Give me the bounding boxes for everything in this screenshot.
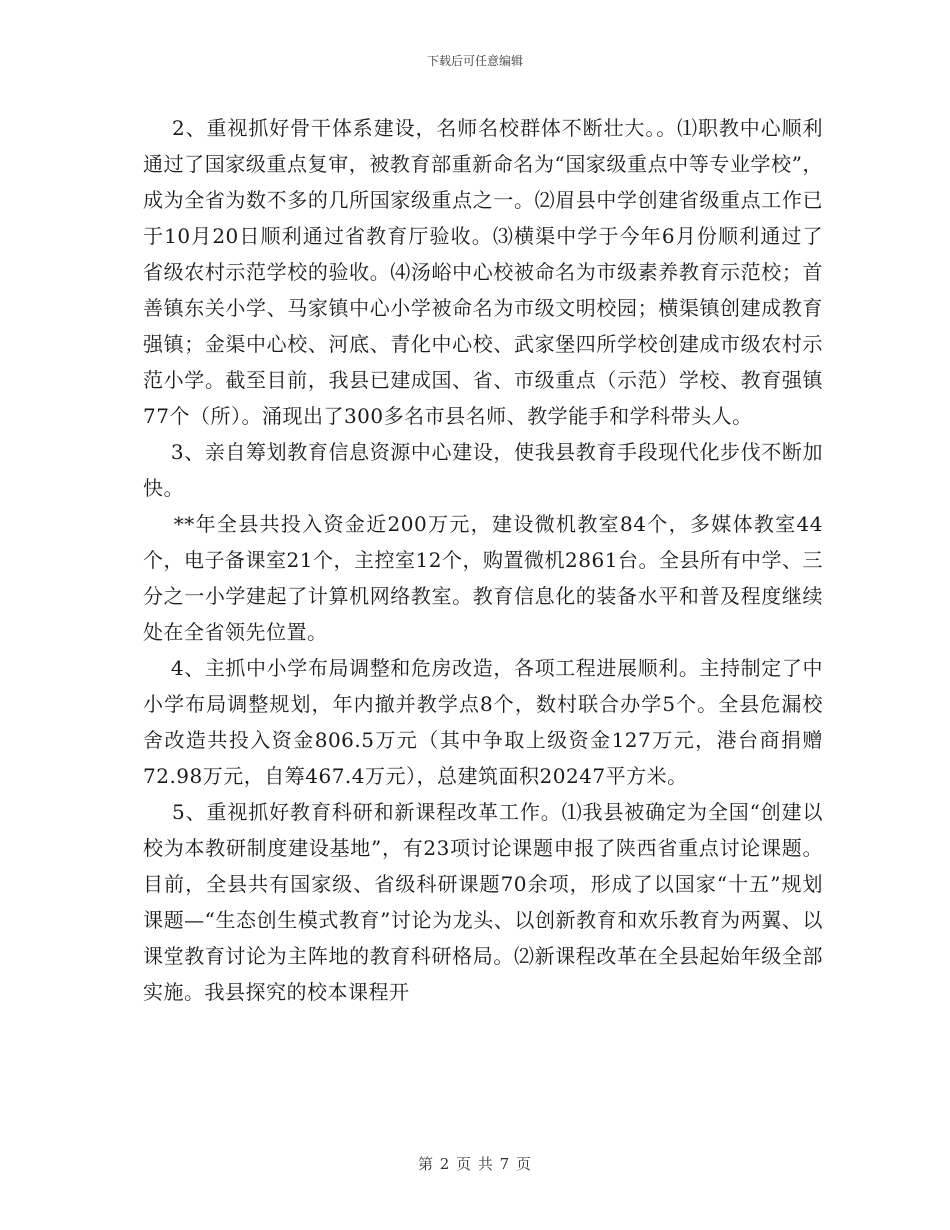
paragraph-5: 5、重视抓好教育科研和新课程改革工作。⑴我县被确定为全国“创建以校为本教研制度建设基地”，有23项讨论课题申报了陕西省重点讨论课题。目前，全县共有国家级、省级科研课题70余项，形成了以国家“十五”规划课题—“生态创生模式教育”讨论为龙头、以创新教育和欢乐教育为两翼、以课堂教育讨论为主阵地的教育科研格局。⑵新课程改革在全县起始年级全部实施。我县探究的校本课程开 <box>143 800 824 1004</box>
paragraph-4: 4、主抓中小学布局调整和危房改造，各项工程进展顺利。主持制定了中小学布局调整规划，年内撤并教学点8个，数村联合办学5个。全县危漏校舍改造共投入资金806.5万元（其中争取上级资金127万元，港台商捐赠72.98万元，自筹467.4万元），总建筑面积20247平方米。 <box>143 656 823 788</box>
page-footer: 第 2 页 共 7 页 <box>418 1155 532 1173</box>
paragraph-2: 3、亲自筹划教育信息资源中心建设，使我县教育手段现代化步伐不断加快。 <box>143 440 823 500</box>
page-header: 下载后可任意编辑 <box>426 54 523 68</box>
paragraph-1: 2、重视抓好骨干体系建设，名师名校群体不断壮大。。⑴职教中心顺利通过了国家级重点复审，被教育部重新命名为“国家级重点中等专业学校”，成为全省为数不多的几所国家级重点之一。⑵眉县中学创建省级重点工作已于10月20日顺利通过省教育厅验收。⑶横渠中学于今年6月份顺利通过了省级农村示范学校的验收。⑷汤峪中心校被命名为市级素养教育示范校；首善镇东关小学、马家镇中心小学被命名为市级文明校园；横渠镇创建成教育强镇；金渠中心校、河底、青化中心校、武家堡四所学校创建成市级农村示范小学。截至目前，我县已建成国、省、市级重点（示范）学校、教育强镇77个（所）。涌现出了300多名市县名师、教学能手和学科带头人。 <box>143 116 823 428</box>
paragraph-3: **年全县共投入资金近200万元，建设微机教室84个，多媒体教室44个，电子备课室21个，主控室12个，购置微机2861台。全县所有中学、三分之一小学建起了计算机网络教室。教育信息化的装备水平和普及程度继续处在全省领先位置。 <box>143 512 823 644</box>
document-body <box>143 110 823 1010</box>
